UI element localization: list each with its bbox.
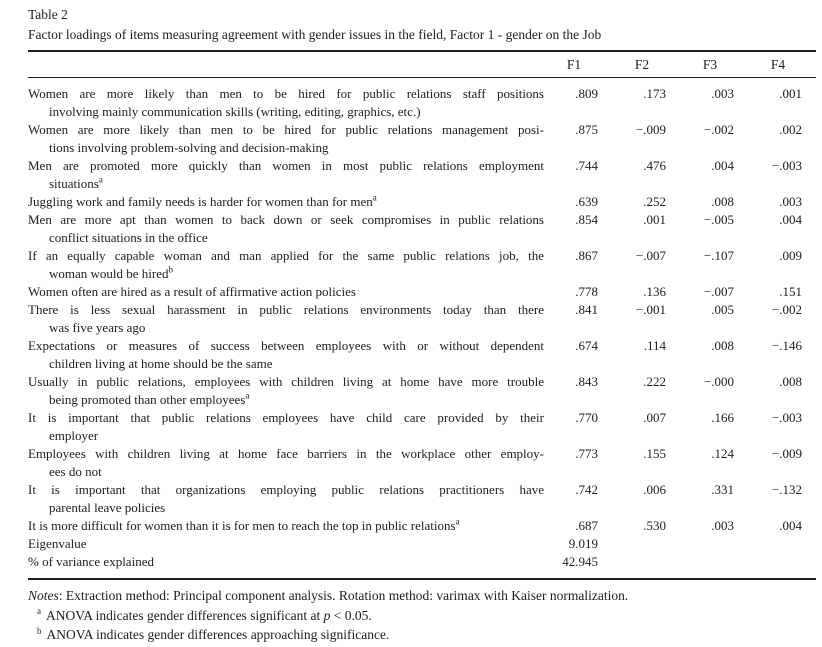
loading-f2: .007 bbox=[643, 410, 666, 425]
loading-f3: −.005 bbox=[703, 212, 734, 227]
item-line: involving mainly communication skills (writing, editing, graphics, etc.) bbox=[49, 104, 421, 119]
table-row bbox=[28, 247, 816, 283]
loading-f1: .809 bbox=[575, 86, 598, 101]
loading-f3: −.000 bbox=[703, 374, 734, 389]
loading-f3 bbox=[680, 553, 748, 579]
item-text bbox=[28, 157, 544, 193]
item-text bbox=[28, 445, 544, 481]
loading-f2: −.001 bbox=[635, 302, 666, 317]
loading-f1: .875 bbox=[575, 122, 598, 137]
loading-f1: .778 bbox=[575, 284, 598, 299]
loading-f4 bbox=[748, 553, 816, 579]
item-line: Juggling work and family needs is harder for women than for men$^a$ bbox=[28, 192, 377, 209]
table-row bbox=[28, 409, 816, 445]
column-header-f1: F1 bbox=[544, 51, 612, 78]
table-row bbox=[28, 445, 816, 481]
item-line: If an equally capable woman and man applied for the same public relations job, the bbox=[28, 248, 544, 263]
loading-f1: .770 bbox=[575, 410, 598, 425]
footnote-marker: a bbox=[372, 192, 377, 203]
loading-f3: −.107 bbox=[703, 248, 734, 263]
loading-f3: .004 bbox=[711, 158, 734, 173]
loading-f3: .331 bbox=[711, 482, 734, 497]
item-line: Expectations or measures of success between employees with or without dependent bbox=[28, 338, 544, 353]
loading-f4: −.002 bbox=[771, 302, 802, 317]
notes-label: Notes bbox=[28, 588, 59, 603]
loading-f4: −.009 bbox=[771, 446, 802, 461]
loading-f3 bbox=[680, 535, 748, 553]
column-header-f3: F3 bbox=[680, 51, 748, 78]
loading-f4: .002 bbox=[779, 122, 802, 137]
loading-f2: −.009 bbox=[635, 122, 666, 137]
loading-f3: .003 bbox=[711, 86, 734, 101]
loading-f3: .008 bbox=[711, 194, 734, 209]
item-text bbox=[28, 211, 544, 247]
footnote-marker: b bbox=[168, 264, 174, 275]
loading-f1: .639 bbox=[575, 194, 598, 209]
loading-f2: .136 bbox=[643, 284, 666, 299]
loading-f2: .001 bbox=[643, 212, 666, 227]
item-text bbox=[28, 78, 544, 122]
item-line: Men are promoted more quickly than women in most public relations employment bbox=[28, 158, 544, 173]
loading-f2: .222 bbox=[643, 374, 666, 389]
item-line: It is important that organizations employing public relations practitioners have bbox=[28, 482, 544, 497]
loading-f3: −.007 bbox=[703, 284, 734, 299]
item-line: Men are more apt than women to back down or seek compromises in public relations bbox=[28, 212, 544, 227]
footnote-marker-a: a bbox=[37, 606, 41, 616]
loading-f3: .008 bbox=[711, 338, 734, 353]
loading-f1: 42.945 bbox=[562, 554, 598, 569]
notes-section bbox=[28, 586, 786, 645]
footnote-marker: a bbox=[455, 516, 460, 527]
table-row bbox=[28, 481, 816, 517]
loading-f4 bbox=[748, 535, 816, 553]
item-line: Women often are hired as a result of affirmative action policies bbox=[28, 284, 356, 299]
loading-f4: .003 bbox=[779, 194, 802, 209]
loading-f2 bbox=[612, 535, 680, 553]
table-row bbox=[28, 283, 816, 301]
table-row bbox=[28, 337, 816, 373]
item-line: conflict situations in the office bbox=[49, 230, 208, 245]
item-text bbox=[28, 337, 544, 373]
loading-f2: .476 bbox=[643, 158, 666, 173]
loading-f4: .004 bbox=[779, 518, 802, 533]
footnote-marker: a bbox=[245, 390, 250, 401]
item-line: was five years ago bbox=[49, 320, 146, 335]
loading-f4: .009 bbox=[779, 248, 802, 263]
footnote-a bbox=[28, 606, 786, 626]
item-text bbox=[28, 535, 544, 553]
item-text bbox=[28, 481, 544, 517]
item-line: It is more difficult for women than it is for men to reach the top in public relations$^a$ bbox=[28, 516, 460, 533]
loading-f2 bbox=[612, 553, 680, 579]
loading-f1: .674 bbox=[575, 338, 598, 353]
item-line: Eigenvalue bbox=[28, 536, 87, 551]
loading-f1: .744 bbox=[575, 158, 598, 173]
loading-f1: .843 bbox=[575, 374, 598, 389]
table-number: Table 2 bbox=[28, 7, 68, 22]
item-text bbox=[28, 373, 544, 409]
item-line: Women are more likely than men to be hired for public relations management posi- bbox=[28, 122, 544, 137]
table-row bbox=[28, 535, 816, 553]
table-row bbox=[28, 517, 816, 535]
table-row bbox=[28, 301, 816, 337]
item-text bbox=[28, 517, 544, 535]
footnote-a-text: ANOVA indicates gender differences significant at bbox=[46, 607, 324, 623]
item-line: Employees with children living at home face barriers in the workplace other employ- bbox=[28, 446, 544, 461]
item-text bbox=[28, 247, 544, 283]
item-text bbox=[28, 121, 544, 157]
item-line: employer bbox=[49, 428, 99, 443]
item-line: There is less sexual harassment in public relations environments today than there bbox=[28, 302, 544, 317]
item-line: situations$^a$ bbox=[49, 174, 103, 191]
loading-f3: .166 bbox=[711, 410, 734, 425]
loading-f4: .004 bbox=[779, 212, 802, 227]
item-text bbox=[28, 301, 544, 337]
item-line: parental leave policies bbox=[49, 500, 166, 515]
loading-f2: .006 bbox=[643, 482, 666, 497]
loading-f1: .742 bbox=[575, 482, 598, 497]
factor-loadings-table bbox=[28, 50, 816, 580]
loading-f1: .773 bbox=[575, 446, 598, 461]
table-body bbox=[28, 78, 816, 580]
footnote-marker: a bbox=[98, 174, 103, 185]
header-row bbox=[28, 51, 816, 78]
loading-f4: −.003 bbox=[771, 158, 802, 173]
item-line: Women are more likely than men to be hired for public relations staff positions bbox=[28, 86, 544, 101]
table-row bbox=[28, 193, 816, 211]
loading-f4: −.003 bbox=[771, 410, 802, 425]
item-line: being promoted than other employees$^a$ bbox=[49, 390, 250, 407]
item-column-header bbox=[28, 51, 544, 78]
loading-f4: −.132 bbox=[771, 482, 802, 497]
table-caption: Factor loadings of items measuring agreement with gender issues in the field, Factor 1 - gender on the Job bbox=[28, 27, 602, 42]
loading-f3: −.002 bbox=[703, 122, 734, 137]
loading-f3: .124 bbox=[711, 446, 734, 461]
footnote-marker-b: b bbox=[37, 625, 42, 636]
table-row bbox=[28, 373, 816, 409]
item-line: children living at home should be the same bbox=[49, 356, 273, 371]
loading-f1: .867 bbox=[575, 248, 598, 263]
notes-line bbox=[28, 586, 786, 606]
item-line: It is important that public relations employees have child care provided by their bbox=[28, 410, 544, 425]
footnote-b bbox=[28, 625, 786, 645]
loading-f1: .841 bbox=[575, 302, 598, 317]
item-line: woman would be hired$^b$ bbox=[49, 264, 174, 281]
item-line: % of variance explained bbox=[28, 554, 154, 569]
loading-f3: .003 bbox=[711, 518, 734, 533]
notes-text: : Extraction method: Principal component analysis. Rotation method: varimax with Kaiser normalization. bbox=[58, 588, 629, 603]
table-row bbox=[28, 121, 816, 157]
loading-f1: .854 bbox=[575, 212, 598, 227]
item-text bbox=[28, 553, 544, 579]
table-row bbox=[28, 553, 816, 579]
item-line: tions involving problem-solving and decision-making bbox=[49, 140, 329, 155]
column-header-f4: F4 bbox=[748, 51, 816, 78]
item-line: ees do not bbox=[49, 464, 102, 479]
loading-f2: .114 bbox=[643, 338, 666, 353]
table-row bbox=[28, 157, 816, 193]
footnote-a-italic: p bbox=[323, 607, 331, 623]
table-row bbox=[28, 211, 816, 247]
footnote-a-tail: < 0.05. bbox=[330, 607, 372, 623]
footnote-b-text: ANOVA indicates gender differences approaching significance. bbox=[46, 627, 390, 642]
item-text bbox=[28, 409, 544, 445]
loading-f3: .005 bbox=[711, 302, 734, 317]
loading-f4: .001 bbox=[779, 86, 802, 101]
item-text bbox=[28, 283, 544, 301]
loading-f1: 9.019 bbox=[568, 536, 598, 551]
loading-f2: .252 bbox=[643, 194, 666, 209]
loading-f2: −.007 bbox=[635, 248, 666, 263]
loading-f1: .687 bbox=[575, 518, 598, 533]
loading-f4: .151 bbox=[779, 284, 802, 299]
table-row bbox=[28, 78, 816, 122]
loading-f2: .530 bbox=[643, 518, 666, 533]
item-text bbox=[28, 193, 544, 211]
column-header-f2: F2 bbox=[612, 51, 680, 78]
loading-f2: .173 bbox=[643, 86, 666, 101]
item-line: Usually in public relations, employees with children living at home have more trouble bbox=[28, 374, 544, 389]
loading-f4: −.146 bbox=[771, 338, 802, 353]
loading-f4: .008 bbox=[779, 374, 802, 389]
loading-f2: .155 bbox=[643, 446, 666, 461]
